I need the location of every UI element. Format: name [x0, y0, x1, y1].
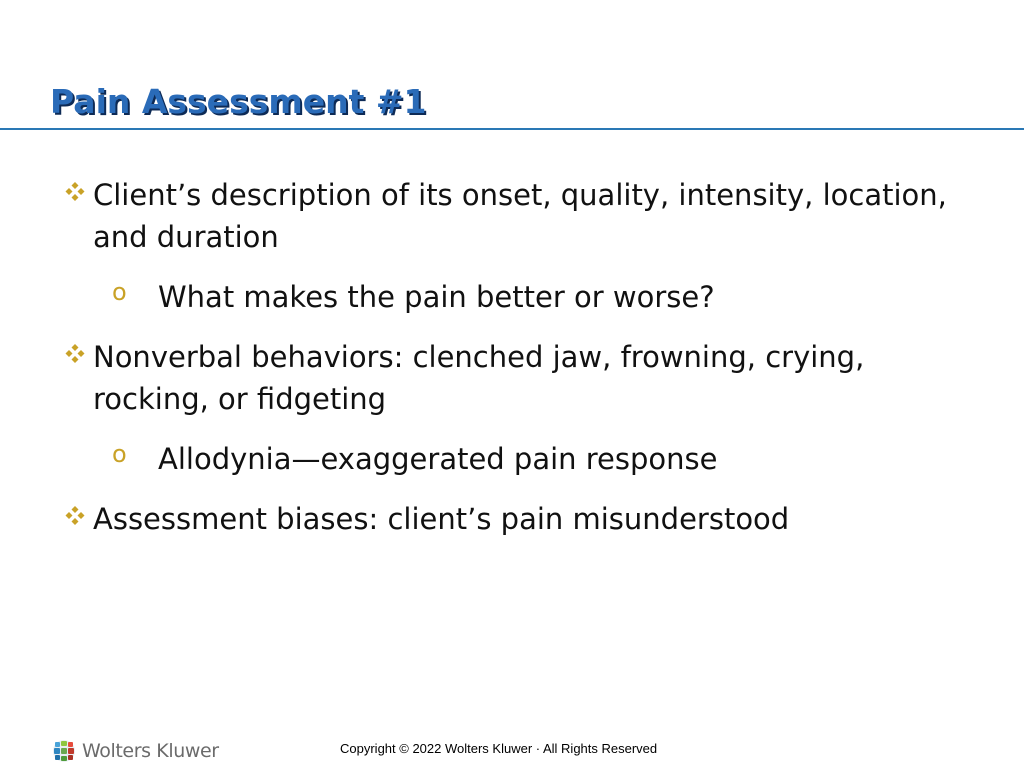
- copyright-notice: Copyright © 2022 Wolters Kluwer · All Rights Reserved: [340, 741, 658, 756]
- sub-bullet-item: [62, 438, 962, 480]
- bullet-text: Assessment biases: client’s pain misunderstood: [93, 502, 790, 536]
- bullet-item: [62, 174, 962, 258]
- logo-wordmark: Wolters Kluwer: [82, 740, 219, 762]
- diamond-bullet-icon: [62, 180, 88, 206]
- bullet-list: [62, 174, 962, 552]
- slide-title: Pain Assessment #1: [50, 82, 427, 121]
- diamond-bullet-icon: [62, 342, 88, 368]
- bullet-item: [62, 336, 962, 420]
- sub-bullet-text: What makes the pain better or worse?: [158, 280, 715, 314]
- bullet-text: Client’s description of its onset, quality, intensity, location, and duration: [93, 178, 947, 254]
- circle-bullet-icon: o: [112, 440, 127, 468]
- wolters-kluwer-globe-icon: [52, 739, 76, 763]
- circle-bullet-icon: o: [112, 278, 127, 306]
- footer-logo: [52, 738, 219, 764]
- bullet-text: Nonverbal behaviors: clenched jaw, frowning, crying, rocking, or fidgeting: [93, 340, 865, 416]
- title-divider: [0, 128, 1024, 130]
- sub-bullet-item: [62, 276, 962, 318]
- bullet-item: [62, 498, 962, 540]
- diamond-bullet-icon: [62, 504, 88, 530]
- sub-bullet-text: Allodynia—exaggerated pain response: [158, 442, 718, 476]
